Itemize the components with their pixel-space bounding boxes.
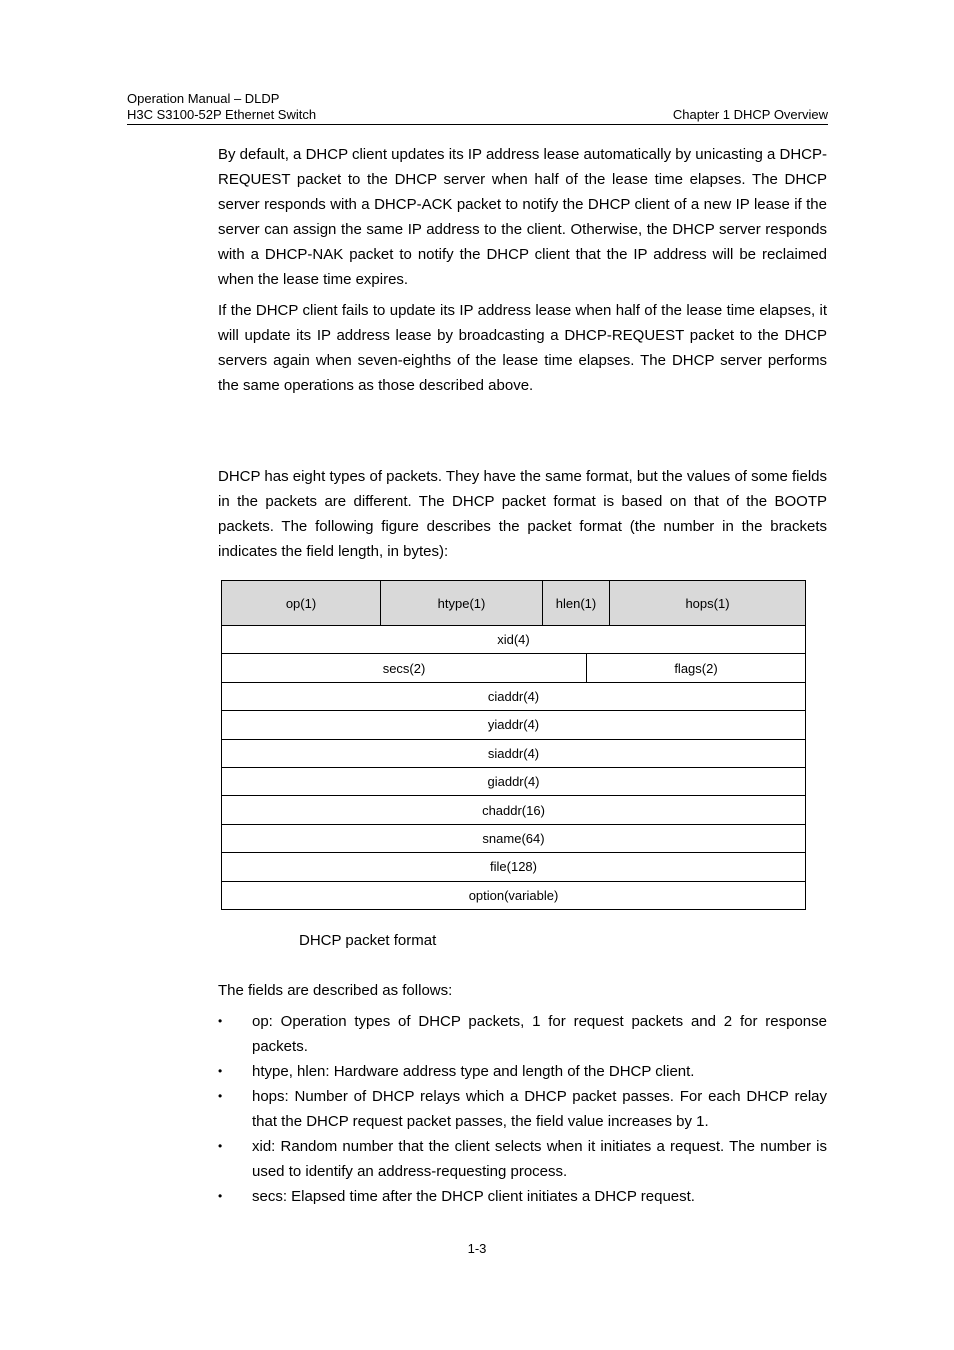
paragraph-fields-intro: The fields are described as follows:: [218, 982, 453, 999]
list-item: [218, 1134, 827, 1184]
field-yiaddr: yiaddr(4): [222, 711, 806, 739]
field-hops: hops(1): [610, 581, 806, 626]
table-row: [222, 881, 806, 909]
bullet-icon: •: [218, 1064, 223, 1078]
dhcp-packet-format-table: [221, 580, 806, 910]
table-row: [222, 581, 806, 626]
bullet-icon: •: [218, 1089, 223, 1103]
table-row: [222, 739, 806, 767]
field-hlen: hlen(1): [543, 581, 610, 626]
table-row: [222, 853, 806, 881]
field-ciaddr: ciaddr(4): [222, 682, 806, 710]
field-flags: flags(2): [587, 654, 806, 682]
field-sname: sname(64): [222, 824, 806, 852]
field-giaddr: giaddr(4): [222, 767, 806, 795]
table-row: [222, 711, 806, 739]
header-chapter: Chapter 1 DHCP Overview: [672, 107, 828, 122]
field-file: file(128): [222, 853, 806, 881]
list-item-text: xid: Random number that the client selects when it initiates a request. The number is used to identify an address-requesting process.: [252, 1138, 827, 1180]
table-row: [222, 654, 806, 682]
list-item: [218, 1059, 827, 1084]
list-item: [218, 1084, 827, 1134]
field-option: option(variable): [222, 881, 806, 909]
paragraph-lease-update: By default, a DHCP client updates its IP address lease automatically by unicasting a DHCP-REQUEST packet to the DHCP server when half of the lease time elapses. The DHCP server responds with a DHCP-ACK packet to notify the DHCP client of a new IP lease if the server can assign the same IP address to the client. Otherwise, the DHCP server responds with a DHCP-NAK packet to notify the DHCP client that the IP address will be reclaimed when the lease time expires.: [218, 146, 827, 288]
figure-caption: DHCP packet format: [299, 932, 437, 949]
table-row: [222, 626, 806, 654]
field-op: op(1): [222, 581, 381, 626]
field-description-list: [218, 1009, 827, 1209]
table-row: [222, 796, 806, 824]
field-secs: secs(2): [222, 654, 587, 682]
list-item-text: op: Operation types of DHCP packets, 1 for request packets and 2 for response packets.: [252, 1013, 827, 1055]
list-item: [218, 1184, 827, 1209]
header-row: [127, 107, 828, 123]
header-manual-title: Operation Manual – DLDP: [127, 91, 280, 106]
table-row: [222, 682, 806, 710]
bullet-icon: •: [218, 1139, 223, 1153]
bullet-icon: •: [218, 1014, 223, 1028]
field-xid: xid(4): [222, 626, 806, 654]
list-item-text: secs: Elapsed time after the DHCP client initiates a DHCP request.: [252, 1188, 695, 1205]
paragraph-lease-rebroadcast: If the DHCP client fails to update its IP address lease when half of the lease time elapses, it will update its IP address lease by broadcasting a DHCP-REQUEST packet to the DHCP servers again when seven-eighths of the lease time elapses. The DHCP server performs the same operations as those described above.: [218, 302, 827, 394]
header-product: H3C S3100-52P Ethernet Switch: [127, 107, 317, 122]
table-row: [222, 824, 806, 852]
field-siaddr: siaddr(4): [222, 739, 806, 767]
list-item-text: htype, hlen: Hardware address type and length of the DHCP client.: [252, 1063, 695, 1080]
list-item-text: hops: Number of DHCP relays which a DHCP packet passes. For each DHCP relay that the DHCP request packet passes, the field value increases by 1.: [252, 1088, 827, 1130]
field-chaddr: chaddr(16): [222, 796, 806, 824]
table-row: [222, 767, 806, 795]
header-rule: [127, 124, 828, 125]
paragraph-packet-format-intro: DHCP has eight types of packets. They have the same format, but the values of some fields in the packets are different. The DHCP packet format is based on that of the BOOTP packets. The following figure describes the packet format (the number in the brackets indicates the field length, in bytes):: [218, 468, 827, 560]
page-number: 1-3: [467, 1241, 487, 1256]
list-item: [218, 1009, 827, 1059]
field-htype: htype(1): [381, 581, 543, 626]
bullet-icon: •: [218, 1189, 223, 1203]
